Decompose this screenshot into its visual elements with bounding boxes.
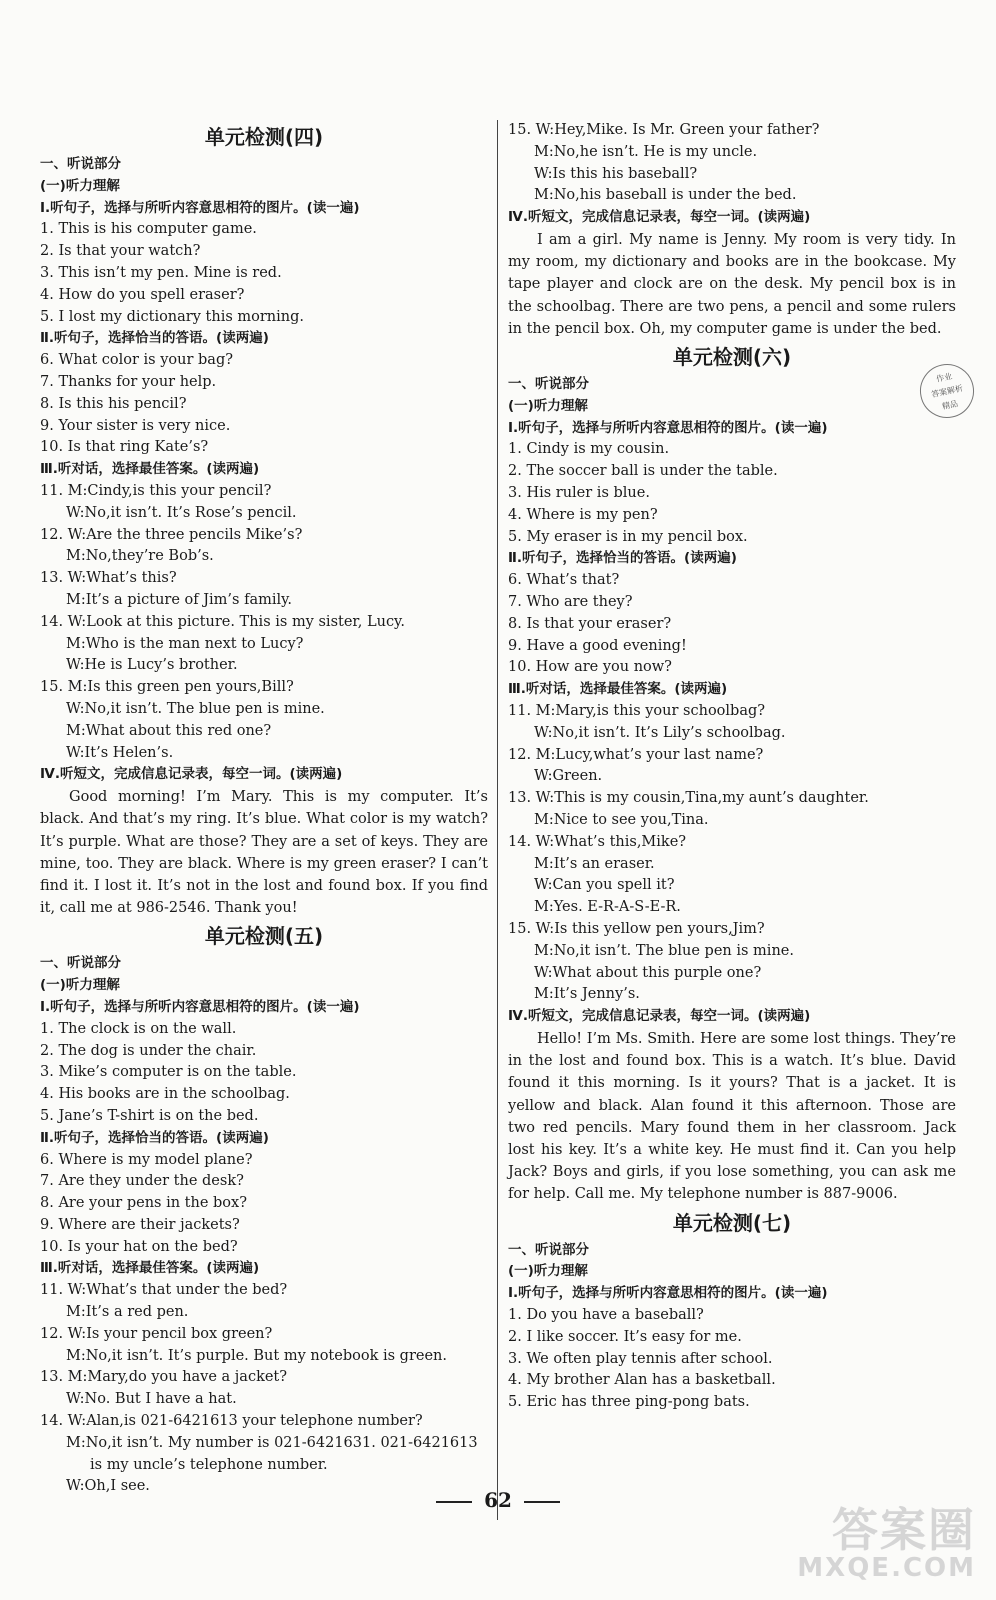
dialogue-line: M:Nice to see you,Tina. (534, 811, 709, 828)
question-heading: Ⅱ.听句子，选择恰当的答语。(读两遍) (40, 330, 269, 347)
watermark-brand: 答案圈 (832, 1503, 976, 1557)
dialogue-line: W:No,it isn’t. It’s Rose’s pencil. (66, 504, 297, 521)
dialogue-line: W:No,it isn’t. It’s Lily’s schoolbag. (534, 724, 786, 741)
item-line: 9. Have a good evening! (508, 637, 687, 654)
dialogue-line: M:No,he isn’t. He is my uncle. (534, 143, 758, 160)
item-line: 9. Where are their jackets? (40, 1216, 240, 1233)
dialogue-line: M:It’s a red pen. (66, 1304, 189, 1321)
dialogue-line: M:No,they’re Bob’s. (66, 548, 214, 565)
question-heading: Ⅰ.听句子，选择与所听内容意思相符的图片。(读一遍) (40, 998, 360, 1015)
item-line: 7. Thanks for your help. (40, 373, 217, 390)
dialogue-line: M:Who is the man next to Lucy? (66, 635, 304, 652)
dialogue-line: is my uncle’s telephone number. (90, 1456, 328, 1473)
dialogue-line: M:It’s a picture of Jim’s family. (66, 591, 293, 608)
dialogue-line: 15. M:Is this green pen yours,Bill? (40, 679, 294, 696)
unit-test-5-continued (508, 120, 956, 340)
sub-heading: (一)听力理解 (40, 977, 120, 994)
item-line: 6. What color is your bag? (40, 352, 233, 369)
page-number: 62 (484, 1488, 512, 1512)
dialogue-line: M:No,his baseball is under the bed. (534, 187, 797, 204)
item-line: 2. I like soccer. It’s easy for me. (508, 1328, 742, 1345)
item-line: 5. I lost my dictionary this morning. (40, 308, 304, 325)
dialogue-line: M:No,it isn’t. The blue pen is mine. (534, 942, 794, 959)
item-line: 4. His books are in the schoolbag. (40, 1086, 290, 1103)
dialogue-line: M:No,it isn’t. It’s purple. But my notebook is green. (66, 1347, 447, 1364)
item-line: 2. The soccer ball is under the table. (508, 463, 778, 480)
item-line: 4. My brother Alan has a basketball. (508, 1372, 776, 1389)
dialogue-line: W:No,it isn’t. The blue pen is mine. (66, 700, 325, 717)
item-line: 3. Mike’s computer is on the table. (40, 1064, 297, 1081)
sub-heading: (一)听力理解 (508, 1263, 588, 1280)
dialogue-line: W:He is Lucy’s brother. (66, 657, 238, 674)
dialogue-line: 13. W:What’s this? (40, 570, 177, 587)
left-column (40, 120, 488, 1498)
item-line: 2. Is that your watch? (40, 243, 201, 260)
dialogue-line: W:Is this his baseball? (534, 165, 698, 182)
part-heading: 一、听说部分 (508, 1241, 589, 1258)
dialogue-line: W:Can you spell it? (534, 877, 675, 894)
section-title: 单元检测(五) (204, 924, 324, 949)
question-heading: Ⅲ.听对话，选择最佳答案。(读两遍) (40, 1260, 260, 1277)
item-line: 1. Do you have a baseball? (508, 1306, 704, 1323)
column-divider (497, 120, 498, 1520)
unit-test-5 (40, 919, 488, 1498)
item-line: 2. The dog is under the chair. (40, 1042, 257, 1059)
item-line: 7. Who are they? (508, 593, 633, 610)
dialogue-line: 13. M:Mary,do you have a jacket? (40, 1369, 288, 1386)
item-line: 1. The clock is on the wall. (40, 1020, 237, 1037)
question-heading: Ⅳ.听短文，完成信息记录表，每空一词。(读两遍) (508, 209, 811, 226)
item-line: 7. Are they under the desk? (40, 1173, 244, 1190)
watermark-logo (797, 1503, 976, 1583)
footer-dash (524, 1501, 560, 1503)
dialogue-line: 11. M:Mary,is this your schoolbag? (508, 702, 766, 719)
item-line: 1. Cindy is my cousin. (508, 441, 670, 458)
question-heading: Ⅰ.听句子，选择与所听内容意思相符的图片。(读一遍) (508, 1285, 828, 1302)
question-heading: Ⅱ.听句子，选择恰当的答语。(读两遍) (40, 1129, 269, 1146)
item-line: 1. This is his computer game. (40, 221, 257, 238)
item-line: 8. Is this his pencil? (40, 395, 187, 412)
item-line: 10. Is your hat on the bed? (40, 1238, 238, 1255)
seal-stamp-icon: 作业 答案解析 精品 (915, 359, 979, 423)
item-line: 8. Are your pens in the box? (40, 1195, 247, 1212)
passage-paragraph: Hello! I’m Ms. Smith. Here are some lost things. They’re in the lost and found box. This is a watch. It’s blue. David found it this morning. Is it yours? That is a jacket. It is yellow and black. Alan found it this afternoon. Those are two red pencils. Mary found them in her classroom. Jack lost his key. It’s a white key. He must find it. Can you help Jack? Boys and girls, if you lose something, you can ask me for help. Call me. My telephone number is 887-9006. (508, 1030, 956, 1203)
unit-test-6 (508, 340, 956, 1206)
watermark-domain: MXQE.COM (797, 1553, 976, 1583)
dialogue-line: 15. W:Is this yellow pen yours,Jim? (508, 920, 765, 937)
question-heading: Ⅳ.听短文，完成信息记录表，每空一词。(读两遍) (508, 1008, 811, 1025)
dialogue-line: 15. W:Hey,Mike. Is Mr. Green your father? (508, 122, 820, 138)
sub-heading: (一)听力理解 (40, 177, 120, 194)
dialogue-line: W:It’s Helen’s. (66, 744, 174, 761)
unit-test-4 (40, 120, 488, 919)
unit-test-7 (508, 1206, 956, 1414)
section-title: 单元检测(四) (204, 125, 324, 149)
passage-paragraph: I am a girl. My name is Jenny. My room is very tidy. In my room, my dictionary and books are in the bookcase. My tape player and clock are on the desk. My pencil box is in the schoolbag. There are two pens, a pencil and some rulers in the pencil box. Oh, my computer game is under the bed. (508, 231, 956, 337)
dialogue-line: M:It’s an eraser. (534, 855, 655, 872)
item-line: 10. How are you now? (508, 659, 672, 676)
item-line: 4. How do you spell eraser? (40, 286, 245, 303)
item-line: 8. Is that your eraser? (508, 615, 672, 632)
dialogue-line: 12. W:Is your pencil box green? (40, 1325, 273, 1342)
dialogue-line: 11. M:Cindy,is this your pencil? (40, 482, 272, 499)
dialogue-line: 12. W:Are the three pencils Mike’s? (40, 526, 303, 543)
item-line: 3. We often play tennis after school. (508, 1350, 773, 1367)
question-heading: Ⅲ.听对话，选择最佳答案。(读两遍) (40, 461, 260, 478)
dialogue-line: 12. M:Lucy,what’s your last name? (508, 746, 764, 763)
dialogue-line: 11. W:What’s that under the bed? (40, 1282, 288, 1299)
section-title: 单元检测(六) (672, 345, 792, 369)
question-heading: Ⅰ.听句子，选择与所听内容意思相符的图片。(读一遍) (40, 199, 360, 216)
item-line: 3. His ruler is blue. (508, 484, 650, 501)
item-line: 4. Where is my pen? (508, 506, 658, 523)
item-line: 6. What’s that? (508, 572, 620, 589)
section-title: 单元检测(七) (672, 1210, 792, 1235)
dialogue-line: W:Oh,I see. (66, 1478, 150, 1495)
question-heading: Ⅰ.听句子，选择与所听内容意思相符的图片。(读一遍) (508, 419, 828, 436)
dialogue-line: W:Green. (534, 768, 603, 785)
item-line: 5. My eraser is in my pencil box. (508, 528, 748, 545)
part-heading: 一、听说部分 (40, 955, 121, 972)
item-line: 10. Is that ring Kate’s? (40, 439, 209, 456)
dialogue-line: 14. W:Look at this picture. This is my sister, Lucy. (40, 613, 405, 630)
footer-dash (436, 1501, 472, 1503)
dialogue-line: W:No. But I have a hat. (66, 1391, 237, 1408)
item-line: 3. This isn’t my pen. Mine is red. (40, 264, 282, 281)
question-heading: Ⅳ.听短文，完成信息记录表，每空一词。(读两遍) (40, 766, 343, 783)
question-heading: Ⅱ.听句子，选择恰当的答语。(读两遍) (508, 550, 737, 567)
item-line: 5. Jane’s T-shirt is on the bed. (40, 1107, 259, 1124)
dialogue-line: M:What about this red one? (66, 722, 272, 739)
item-line: 9. Your sister is very nice. (40, 417, 231, 434)
dialogue-line: M:No,it isn’t. My number is 021-6421631. 021-6421613 (66, 1434, 478, 1451)
sub-heading: (一)听力理解 (508, 397, 588, 414)
passage-paragraph: Good morning! I’m Mary. This is my computer. It’s black. And that’s my ring. It’s blue. What color is my watch? It’s purple. What are those? They are a set of keys. They are mine, too. They are black. Where is my green eraser? I can’t find it. I lost it. It’s not in the lost and found box. If you find it, call me at 986-2546. Thank you! (40, 789, 488, 917)
dialogue-line: M:It’s Jenny’s. (534, 986, 640, 1003)
dialogue-line: 13. W:This is my cousin,Tina,my aunt’s daughter. (508, 790, 869, 807)
part-heading: 一、听说部分 (40, 156, 121, 172)
dialogue-line: 14. W:Alan,is 021-6421613 your telephone number? (40, 1413, 423, 1430)
dialogue-line: W:What about this purple one? (534, 964, 762, 981)
dialogue-line: M:Yes. E-R-A-S-E-R. (534, 899, 681, 916)
right-column (508, 120, 956, 1414)
dialogue-line: 14. W:What’s this,Mike? (508, 833, 687, 850)
question-heading: Ⅲ.听对话，选择最佳答案。(读两遍) (508, 681, 728, 698)
item-line: 6. Where is my model plane? (40, 1151, 253, 1168)
item-line: 5. Eric has three ping-pong bats. (508, 1394, 750, 1411)
part-heading: 一、听说部分 (508, 376, 589, 392)
